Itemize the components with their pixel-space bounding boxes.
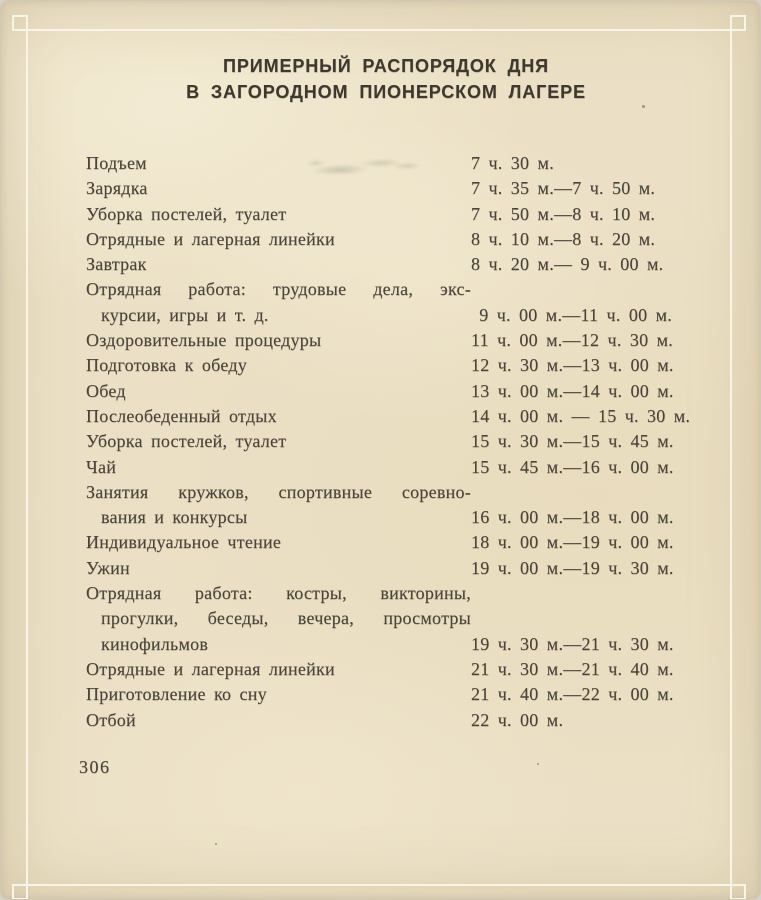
activity-line: Чай — [86, 456, 117, 477]
activity-time: 15 ч. 30 м.—15 ч. 45 м. — [471, 431, 674, 452]
activity-name — [86, 277, 471, 328]
activity-line: Уборка постелей, туалет — [86, 431, 287, 452]
activity-line: Приготовление ко сну — [86, 684, 267, 705]
activity-time: 7 ч. 30 м. — [471, 153, 554, 173]
activity-time: 16 ч. 00 м.—18 ч. 00 м. — [471, 507, 674, 528]
activity-line: Завтрак — [86, 254, 147, 275]
activity-line: Отрядные и лагерная линейки — [86, 228, 335, 249]
page-title — [86, 53, 686, 105]
activity-time: 13 ч. 00 м.—14 ч. 00 м. — [471, 380, 674, 401]
activity-time: 21 ч. 30 м.—21 ч. 40 м. — [471, 658, 674, 679]
schedule-row — [86, 429, 698, 454]
activity-name — [86, 176, 471, 201]
schedule-row — [86, 277, 698, 328]
activity-line: Отрядная работа: трудовые дела, экс- — [86, 279, 471, 300]
page-title-line-2: В ЗАГОРОДНОМ ПИОНЕРСКОМ ЛАГЕРЕ — [186, 82, 586, 102]
schedule-row — [86, 455, 698, 480]
schedule-row — [86, 480, 698, 531]
activity-line: Послеобеденный отдых — [86, 405, 277, 426]
activity-line: Отрядная работа: костры, викторины, — [86, 583, 471, 604]
schedule-row — [86, 353, 698, 378]
activity-name — [86, 682, 471, 707]
schedule-list — [86, 151, 698, 733]
schedule-row — [86, 379, 698, 404]
activity-line: Обед — [86, 380, 126, 401]
activity-time: 7 ч. 50 м.—8 ч. 10 м. — [471, 203, 656, 224]
activity-line: кинофильмов — [101, 633, 209, 654]
activity-time: 21 ч. 40 м.—22 ч. 00 м. — [471, 684, 674, 705]
schedule-row — [86, 328, 698, 353]
activity-line: Индивидуальное чтение — [86, 532, 282, 553]
border-corner-ornament-top-right — [730, 15, 746, 31]
activity-name — [86, 530, 471, 555]
paper-speck — [642, 105, 645, 108]
activity-name — [86, 708, 471, 733]
activity-name — [86, 455, 471, 480]
activity-time: 19 ч. 30 м.—21 ч. 30 м. — [471, 633, 674, 654]
activity-time: 19 ч. 00 м.—19 ч. 30 м. — [471, 557, 674, 578]
activity-line: Отрядные и лагерная линейки — [86, 658, 335, 679]
activity-name — [86, 202, 471, 227]
activity-time: 8 ч. 20 м.— 9 ч. 00 м. — [471, 254, 664, 275]
activity-time: 22 ч. 00 м. — [471, 709, 564, 730]
schedule-row — [86, 176, 698, 201]
activity-time: 8 ч. 10 м.—8 ч. 20 м. — [471, 228, 656, 249]
schedule-row — [86, 151, 698, 176]
schedule-row — [86, 530, 698, 555]
paper-speck — [215, 843, 217, 845]
activity-name — [86, 379, 471, 404]
border-corner-ornament-bottom-right — [730, 884, 746, 900]
activity-line: Ужин — [86, 557, 130, 578]
schedule-row — [86, 404, 698, 429]
schedule-row — [86, 227, 698, 252]
activity-line: Подъем — [86, 153, 147, 173]
schedule-row — [86, 556, 698, 581]
activity-line: Зарядка — [86, 178, 148, 199]
schedule-row — [86, 682, 698, 707]
activity-name — [86, 429, 471, 454]
schedule-row — [86, 202, 698, 227]
schedule-row — [86, 581, 698, 657]
activity-line: курсии, игры и т. д. — [101, 304, 269, 325]
paper-speck — [537, 763, 539, 765]
activity-name — [86, 151, 471, 176]
activity-time: 12 ч. 30 м.—13 ч. 00 м. — [471, 355, 674, 376]
activity-time: 14 ч. 00 м. — 15 ч. 30 м. — [471, 405, 691, 426]
activity-line: вания и конкурсы — [101, 507, 248, 528]
activity-line: Подготовка к обеду — [86, 355, 248, 376]
activity-line: Оздоровительные процедуры — [86, 330, 322, 351]
activity-name — [86, 480, 471, 531]
activity-time: 18 ч. 00 м.—19 ч. 00 м. — [471, 532, 674, 553]
activity-line: Отбой — [86, 709, 136, 730]
schedule-row — [86, 252, 698, 277]
activity-line: Занятия кружков, спортивные соревно- — [86, 481, 471, 502]
activity-name — [86, 227, 471, 252]
page-title-line-1: ПРИМЕРНЫЙ РАСПОРЯДОК ДНЯ — [222, 56, 550, 76]
activity-name — [86, 328, 471, 353]
schedule-row — [86, 657, 698, 682]
activity-name — [86, 404, 471, 429]
border-corner-ornament-bottom-left — [12, 884, 28, 900]
activity-name — [86, 581, 471, 657]
activity-time: 9 ч. 00 м.—11 ч. 00 м. — [471, 304, 672, 325]
activity-name — [86, 556, 471, 581]
activity-line: Уборка постелей, туалет — [86, 203, 287, 224]
page-number: 306 — [79, 757, 111, 777]
activity-time: 15 ч. 45 м.—16 ч. 00 м. — [471, 456, 674, 477]
activity-line: прогулки, беседы, вечера, просмотры — [101, 608, 471, 629]
activity-time: 11 ч. 00 м.—12 ч. 30 м. — [471, 330, 673, 351]
activity-name — [86, 657, 471, 682]
activity-name — [86, 353, 471, 378]
border-corner-ornament-top-left — [12, 15, 28, 31]
activity-name — [86, 252, 471, 277]
activity-time: 7 ч. 35 м.—7 ч. 50 м. — [471, 178, 656, 199]
schedule-row — [86, 708, 698, 733]
